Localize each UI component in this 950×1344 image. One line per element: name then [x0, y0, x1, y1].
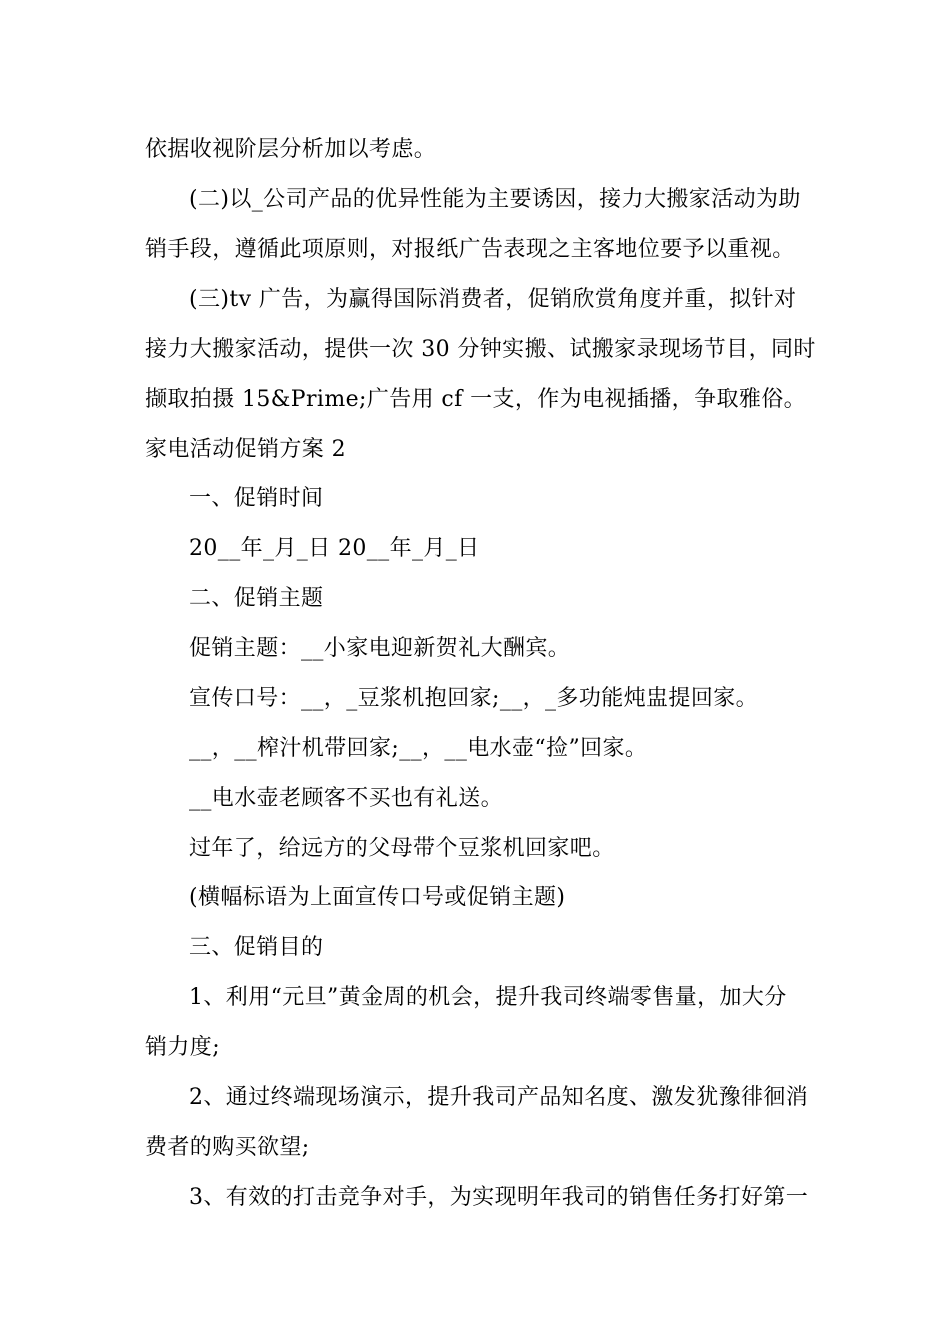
paragraph-line: (二)以_公司产品的优异性能为主要诱因，接力大搬家活动为助 [189, 187, 801, 212]
paragraph-line: 促销主题：__小家电迎新贺礼大酬宾。 [189, 636, 571, 661]
paragraph-line: 销力度; [145, 1035, 221, 1060]
paragraph-line: __电水壶老顾客不买也有礼送。 [189, 786, 504, 811]
paragraph-line: 销手段，遵循此项原则，对报纸广告表现之主客地位要予以重视。 [145, 237, 795, 262]
paragraph-line: 过年了，给远方的父母带个豆浆机回家吧。 [189, 836, 615, 861]
paragraph-line: 2、通过终端现场演示，提升我司产品知名度、激发犹豫徘徊消 [189, 1085, 809, 1110]
paragraph-line: 宣传口号：__，_豆浆机抱回家;__，_多功能炖盅提回家。 [189, 686, 759, 711]
paragraph-line: 撷取拍摄 15&Prime;广告用 cf 一支，作为电视插播，争取雅俗。 [145, 387, 807, 412]
paragraph-line: 费者的购买欲望; [145, 1135, 310, 1160]
paragraph-line: (三)tv 广告，为赢得国际消费者，促销欣赏角度并重，拟针对 [189, 287, 797, 312]
paragraph-line: 3、有效的打击竞争对手，为实现明年我司的销售任务打好第一 [189, 1185, 809, 1210]
paragraph-line: 20__年_月_日 20__年_月_日 [189, 536, 480, 561]
section-title: 家电活动促销方案 2 [145, 437, 346, 462]
heading-line: 一、促销时间 [189, 486, 324, 511]
paragraph-line: 接力大搬家活动，提供一次 30 分钟实搬、试搬家录现场节目，同时 [145, 337, 816, 362]
paragraph-line: __，__榨汁机带回家;__，__电水壶“捡”回家。 [189, 736, 648, 761]
paragraph-line: 依据收视阶层分析加以考虑。 [145, 137, 437, 162]
paragraph-line: 1、利用“元旦”黄金周的机会，提升我司终端零售量，加大分 [189, 985, 787, 1010]
paragraph-line: (横幅标语为上面宣传口号或促销主题) [189, 885, 566, 910]
heading-line: 三、促销目的 [189, 935, 324, 960]
heading-line: 二、促销主题 [189, 586, 324, 611]
